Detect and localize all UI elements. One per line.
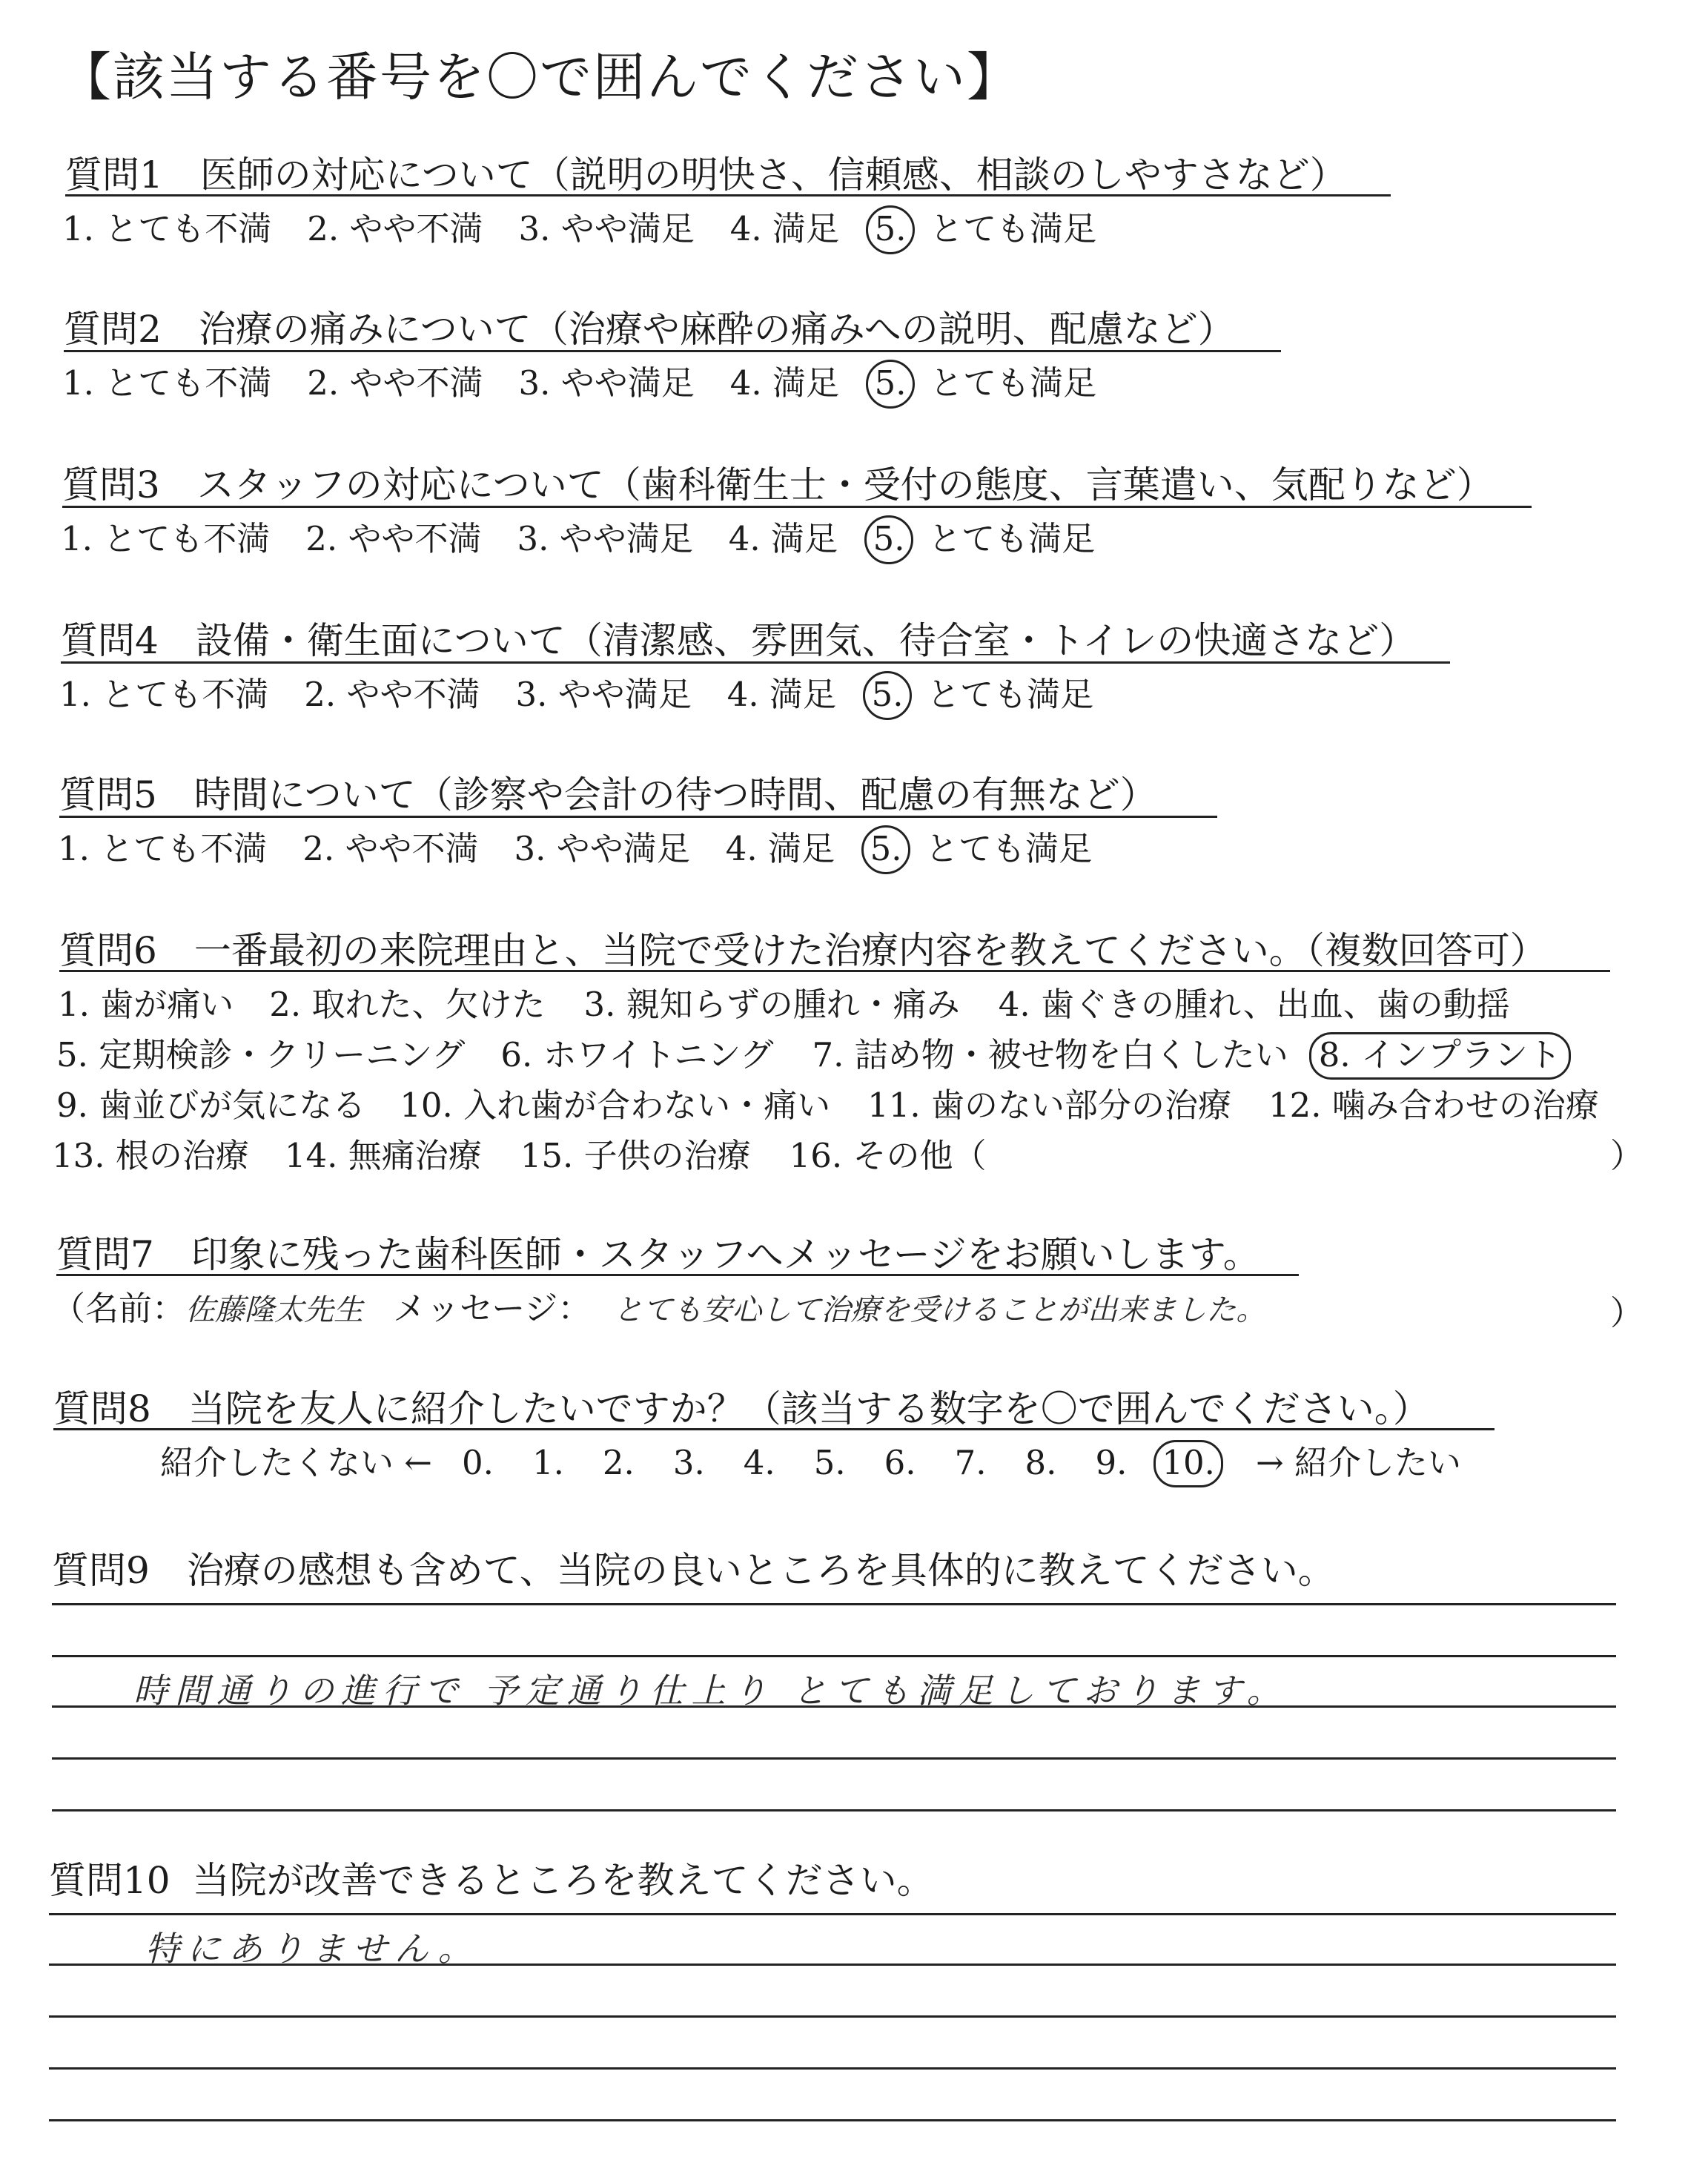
option-row: 13. 根の治療 14. 無痛治療 15. 子供の治療 16. その他（ (52, 1136, 987, 1175)
question-label: 質問10 (49, 1859, 171, 1902)
selected-option-circle[interactable]: 5. (863, 671, 912, 720)
question-title (49, 1851, 934, 1904)
question-label: 質問1 (65, 153, 163, 196)
selected-option-circle[interactable]: 5. (864, 515, 913, 564)
option-row: 5. 定期検診・クリーニング 6. ホワイトニング 7. 詰め物・被せ物を白くしたい 8. インプラント (56, 1028, 1571, 1080)
option-row: 9. 歯並びが気になる 10. 入れ歯が合わない・痛い 11. 歯のない部分の治療 12. 噛み合わせの治療 (56, 1086, 1599, 1125)
handwritten-answer: 特にありません。 (145, 1929, 480, 1969)
question-label: 質問4 (61, 619, 159, 662)
selected-option-circle[interactable]: 5. (866, 360, 915, 409)
question-text: 印象に残った歯科医師・スタッフへメッセージをお願いします。 (191, 1233, 1260, 1276)
question-label: 質問9 (52, 1549, 150, 1592)
handwritten-message: とても安心して治療を受けることが出来ました。 (613, 1293, 1266, 1327)
answer-options: 1. とても不満 2. やや不満 3. やや満足 4. 満足 5. とても満足 (59, 667, 1093, 720)
answer-options: 1. とても不満 2. やや不満 3. やや満足 4. 満足 5. とても満足 (61, 512, 1095, 564)
form-header: 【該当する番号を〇で囲んでください】 (59, 47, 1020, 108)
selected-option-circle[interactable]: 8. インプラント (1309, 1032, 1571, 1080)
question-title (61, 611, 1416, 664)
handwritten-name: 佐藤隆太先生 (185, 1293, 364, 1327)
question-label: 質問8 (53, 1387, 151, 1430)
question-label: 質問6 (59, 929, 157, 972)
question-text: 治療の感想も含めて、当院の良いところを具体的に教えてください。 (186, 1549, 1335, 1592)
question-title (52, 1541, 1335, 1594)
option-row: 1. 歯が痛い 2. 取れた、欠けた 3. 親知らずの腫れ・痛み 4. 歯ぐきの腫れ、出血、歯の動揺 (58, 985, 1510, 1024)
answer-options: 1. とても不満 2. やや不満 3. やや満足 4. 満足 5. とても満足 (62, 202, 1096, 254)
answer-options: 1. とても不満 2. やや不満 3. やや満足 4. 満足 5. とても満足 (58, 822, 1092, 874)
question-text: 治療の痛みについて（治療や麻酔の痛みへの説明、配慮など） (198, 308, 1235, 351)
question-text: 医師の対応について（説明の明快さ、信頼感、相談のしやすさなど） (199, 153, 1347, 196)
handwritten-answer: 時間通りの進行で 予定通り仕上り とても満足しております。 (133, 1671, 1288, 1711)
question-label: 質問7 (56, 1233, 154, 1276)
selected-option-circle[interactable]: 5. (861, 825, 910, 874)
question-text: 一番最初の来院理由と、当院で受けた治療内容を教えてください。（複数回答可） (193, 929, 1547, 972)
question-title (65, 145, 1347, 199)
question-text: 当院を友人に紹介したいですか？（該当する数字を〇で囲んでください。） (188, 1387, 1430, 1430)
question-title (59, 765, 1157, 819)
other-close-paren: ） (1610, 1136, 1644, 1175)
question-label: 質問3 (62, 463, 160, 506)
selected-option-circle[interactable]: 5. (866, 205, 915, 254)
message-close-paren: ） (1610, 1293, 1644, 1332)
question-text: 設備・衛生面について（清潔感、雰囲気、待合室・トイレの快適さなど） (195, 619, 1417, 662)
question-text: 時間について（診察や会計の待つ時間、配慮の有無など） (193, 773, 1157, 816)
selected-option-circle[interactable]: 10. (1153, 1440, 1223, 1487)
question-title (62, 455, 1494, 509)
question-text: スタッフの対応について（歯科衛生士・受付の態度、言葉遣い、気配りなど） (196, 463, 1494, 506)
question-label: 質問2 (64, 308, 162, 351)
question-label: 質問5 (59, 773, 157, 816)
question-title (64, 300, 1235, 353)
question-title (59, 921, 1547, 974)
question-title (56, 1225, 1260, 1278)
question-text: 当院が改善できるところを教えてください。 (192, 1859, 934, 1902)
recommend-scale: 紹介したくない ← 0. 1. 2. 3. 4. 5. 6. 7. 8. 9. 10. → 紹介したい (160, 1436, 1461, 1487)
answer-options: 1. とても不満 2. やや不満 3. やや満足 4. 満足 5. とても満足 (62, 356, 1096, 409)
message-line: （名前：佐藤隆太先生 メッセージ： とても安心して治療を受けることが出来ました。 (52, 1289, 1266, 1328)
question-title (53, 1379, 1430, 1433)
